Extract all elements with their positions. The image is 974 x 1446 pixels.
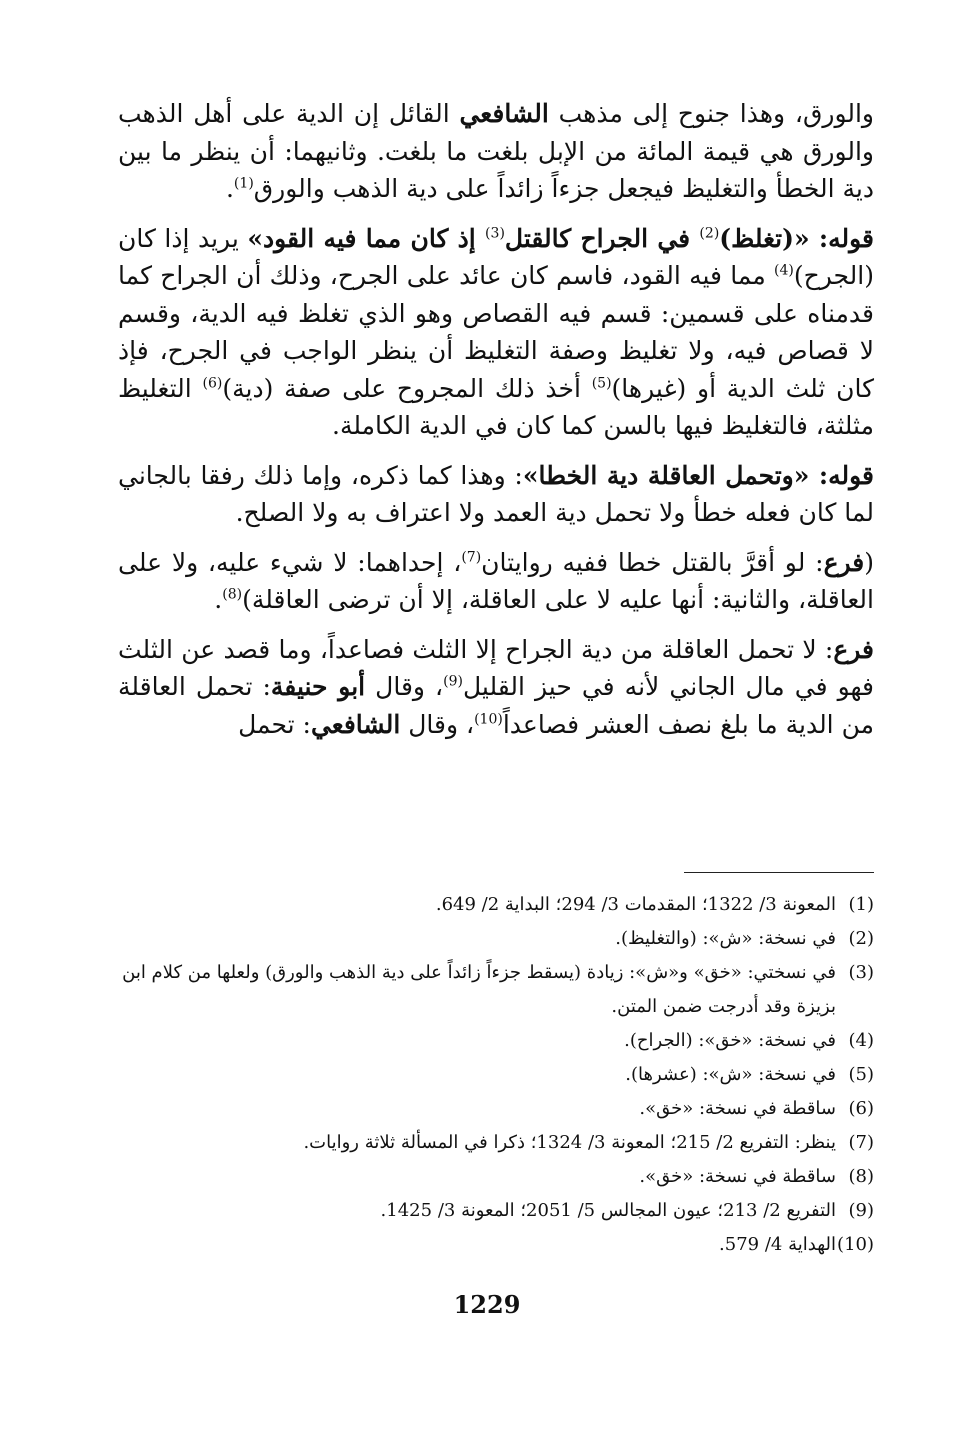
text: : تحمل العاقلة من الدية ما بلغ نصف العشر فصاعداً — [118, 672, 874, 739]
footnote-number: (7) — [848, 1132, 874, 1153]
footnote-text: في نسختي: «خق» و«ش»: زيادة (يسقط جزءاً زائداً على دية الذهب والورق) ولعلها من كلام ابن بزيزة وقد أدرجت ضمن المتن. — [122, 962, 836, 1017]
text: أخذ ذلك المجروح على صفة (دية) — [222, 373, 592, 403]
quote-text: «(تغلظ) — [719, 223, 819, 253]
far-label: فرع — [823, 547, 865, 577]
footnote-text: في نسخة: «خق»: (الجراح). — [624, 1030, 836, 1051]
far-label: فرع — [833, 634, 874, 664]
footnote-number: (9) — [848, 1200, 874, 1221]
footnote-ref[interactable]: (9) — [443, 673, 463, 690]
text: : وهذا كما ذكره، وإما ذلك رفقا بالجاني لما كان فعله خطأ ولا تحمل دية العمد ولا اعتراف به ولا الصلح. — [118, 460, 874, 527]
footnote-ref[interactable]: (2) — [699, 225, 720, 242]
quote-text: في الجراح كالقتل — [504, 223, 700, 253]
footnote-item — [118, 1024, 874, 1058]
text: التغليظ مثلثة، فالتغليظ فيها بالسن كما كان في الدية الكاملة. — [118, 373, 874, 440]
qawluhu-label: قوله: — [818, 223, 875, 253]
bold-name: أبو حنيفة — [270, 672, 366, 701]
text: ، وقال — [365, 672, 444, 701]
footnote-ref[interactable]: (10) — [474, 711, 503, 728]
footnote-text: ساقطة في نسخة: «خق». — [639, 1166, 836, 1187]
footnote-number: (5) — [848, 1064, 874, 1085]
text: : تحمل — [238, 709, 311, 739]
footnote-ref[interactable]: (7) — [461, 549, 482, 566]
footnote-item — [118, 1092, 874, 1126]
footnotes — [118, 888, 874, 1262]
footnote-ref[interactable]: (8) — [222, 586, 243, 603]
text: . — [225, 174, 234, 203]
bold-name: الشافعي — [459, 99, 549, 128]
quote-text: إذ كان مما فيه القود» — [247, 223, 486, 253]
paragraph-1 — [118, 95, 874, 208]
footnote-ref[interactable]: (5) — [591, 375, 612, 392]
footnote-item — [118, 922, 874, 956]
paragraph-3 — [118, 457, 874, 532]
footnote-text: في نسخة: «ش»: (والتغليظ). — [615, 928, 836, 949]
footnote-item — [118, 1058, 874, 1092]
text: القائل إن الدية على أهل الذهب والورق هي قيمة المائة من الإبل بلغت ما بلغت. وثانيهما: أن ينظر ما بين دية الخطأ والتغليظ فيجعل جزءاً زائداً على دية الذهب والورق — [118, 99, 874, 203]
text: . — [214, 585, 223, 614]
text: مما فيه القود، فاسم كان عائد على الجرح، وذلك أن الجراح كما قدمناه على قسمين: قسم فيه القصاص وهو الذي تغلظ فيه الدية، وقسم لا قصاص فيه، ولا تغليظ وصفة التغليظ أن ينظر الواجب في الجرح، فإذ كان ثلث الدية أو (غيرها) — [118, 261, 875, 403]
footnote-number: (1) — [848, 894, 874, 915]
footnote-ref[interactable]: (6) — [202, 375, 223, 392]
footnote-number: (3) — [848, 962, 874, 983]
footnote-text: في نسخة: «ش»: (عشرها). — [625, 1064, 836, 1085]
text: : لا تحمل العاقلة من دية الجراح إلا الثلث فصاعداً، وما قصد عن الثلث فهو في مال الجاني لأنه في حيز القليل — [118, 634, 874, 701]
footnote-number: (10) — [837, 1234, 874, 1255]
main-text — [118, 95, 874, 755]
footnote-item — [118, 1160, 874, 1194]
footnote-text: المعونة 3/ 1322؛ المقدمات 3/ 294؛ البداية 2/ 649. — [435, 894, 836, 915]
footnote-text: الهداية 4/ 579. — [719, 1234, 836, 1255]
text: يريد إذا كان (الجرح) — [118, 223, 874, 290]
footnote-text: ينظر: التفريع 2/ 215؛ المعونة 3/ 1324؛ ذكرا في المسألة ثلاثة روايات. — [303, 1132, 836, 1153]
footnote-ref[interactable]: (1) — [233, 175, 254, 192]
text: : لو أقرَّ بالقتل خطا ففيه روايتان — [481, 547, 824, 577]
paragraph-4 — [118, 544, 874, 619]
footnote-text: التفريع 2/ 213؛ عيون المجالس 5/ 2051؛ المعونة 3/ 1425. — [380, 1200, 836, 1221]
text: والورق، وهذا جنوح إلى مذهب — [548, 99, 874, 128]
footnote-number: (6) — [848, 1098, 874, 1119]
footnote-item — [118, 1194, 874, 1228]
text: ( — [864, 547, 874, 577]
text: ، إحداهما: لا شيء عليه، ولا على العاقلة، والثانية: أنها عليه لا على العاقلة، إلا أن ترضى العاقلة) — [118, 547, 874, 614]
page-number: 1229 — [453, 1290, 521, 1319]
footnote-number: (4) — [848, 1030, 874, 1051]
footnote-ref[interactable]: (3) — [485, 225, 505, 242]
footnote-text: ساقطة في نسخة: «خق». — [639, 1098, 836, 1119]
footnote-ref[interactable]: (4) — [774, 262, 794, 279]
footnote-item — [118, 1126, 874, 1160]
footnote-item — [118, 888, 874, 922]
footnote-number: (2) — [848, 928, 874, 949]
footnote-item — [118, 1228, 874, 1262]
text: ، وقال — [400, 709, 475, 739]
bold-name: الشافعي — [310, 709, 401, 739]
footnote-separator — [684, 872, 874, 873]
footnote-number: (8) — [848, 1166, 874, 1187]
qawluhu-label: قوله: — [818, 460, 875, 490]
footnote-item — [118, 956, 874, 1024]
quote-text: «وتحمل العاقلة دية الخطا» — [522, 460, 819, 490]
paragraph-5 — [118, 631, 874, 744]
paragraph-2 — [118, 220, 874, 445]
